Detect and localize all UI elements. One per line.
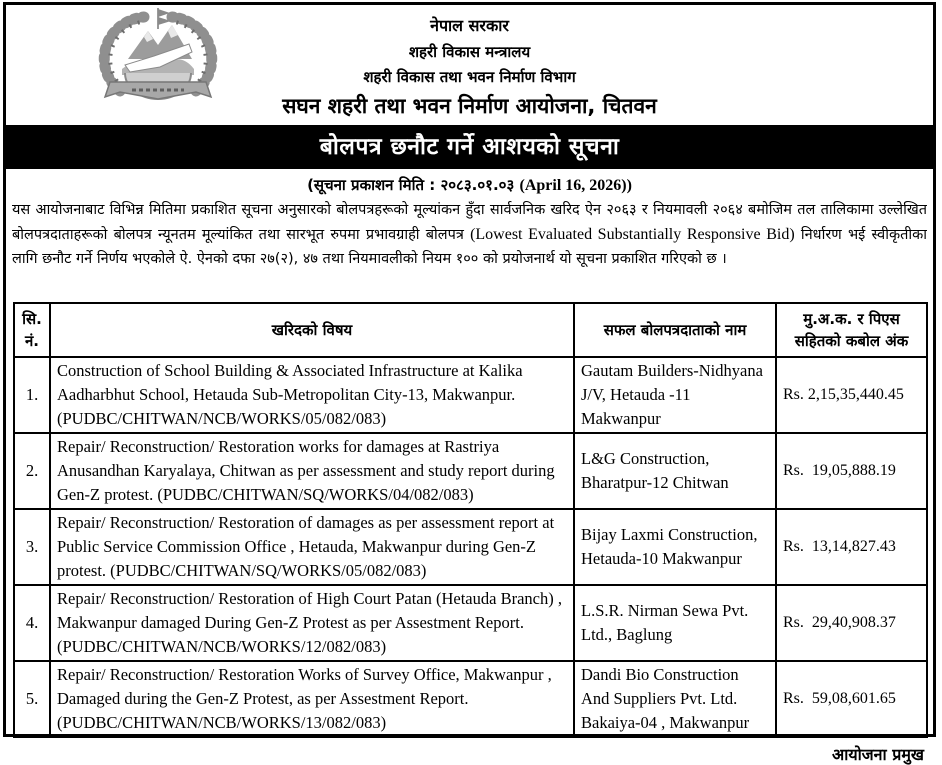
row-bidder: Bijay Laxmi Construction, Hetauda-10 Makwanpur [574,509,776,585]
publication-date-english: (April 16, 2026)) [519,177,632,194]
col-header-subject: खरिदको विषय [50,303,574,357]
body-text-part2: निर्धारण भई स्वीकृतीका लागि छनौट गर्ने निर्णय भएकोले ऐ. ऐनको दफा २७(२), ४७ तथा नियमावलीको नियम १०० को प्रयोजनार्थ यो सूचना प्रकाशित गरिएको छ । [12,226,927,267]
row-bidder: Dandi Bio Construction And Suppliers Pvt. Ltd. Bakaiya-04 , Makwanpur [574,661,776,737]
table-row [14,509,927,585]
publication-date-nepali: (सूचना प्रकाशन मिति : २०८३.०१.०३ [307,176,520,194]
body-text-english: (Lowest Evaluated Substantially Responsive Bid) [470,225,795,243]
signature-title: आयोजना प्रमुख [831,745,924,764]
ministry-name: शहरी विकास मन्त्रालय [408,43,531,61]
row-subject: Construction of School Building & Associated Infrastructure at Kalika Aadharbhut School, Hetauda Sub-Metropolitan City-13, Makwanpur. (PUDBC/CHITWAN/NCB/WORKS/05/082/083) [50,357,574,433]
row-amount: Rs. 29,40,908.37 [776,585,927,661]
row-bidder: Gautam Builders-Nidhyana J/V, Hetauda -11 Makwanpur [574,357,776,433]
department-name: शहरी विकास तथा भवन निर्माण विभाग [363,68,576,86]
nepal-coat-of-arms-icon [92,5,224,105]
table-row [14,661,927,737]
table-row [14,585,927,661]
notice-body-paragraph [12,198,927,298]
row-amount: Rs. 13,14,827.43 [776,509,927,585]
government-name: नेपाल सरकार [430,16,509,35]
col-header-amount: मु.अ.क. र पिएस सहितको कबोल अंक [776,303,927,357]
document-header [6,5,933,120]
body-text-part1: यस आयोजनाबाट विभिन्न मितिमा प्रकाशित सूचना अनुसारको बोलपत्रहरूको मूल्यांकन हुँदा सार्वजनिक खरिद ऐन २०६३ र नियमावली २०६४ बमोजिम तल तालिकामा उल्लेखित बोलपत्रदाताहरूको बोलपत्र न्यूनतम मूल्यांकित तथा सारभूत रुपमा प्रभावग्राही बोलपत्र [12,202,927,243]
bid-selection-table [13,302,928,738]
row-amount: Rs. 59,08,601.65 [776,661,927,737]
row-sn: 4. [14,585,50,661]
row-sn: 1. [14,357,50,433]
table-row [14,357,927,433]
publication-date-line [6,175,933,195]
row-subject: Repair/ Reconstruction/ Restoration of damages as per assessment report at Public Service Commission Office , Hetauda, Makwanpur during Gen-Z protest. (PUDBC/CHITWAN/SQ/WORKS/05/082/083) [50,509,574,585]
col-header-bidder: सफल बोलपत्रदाताको नाम [574,303,776,357]
row-amount: Rs. 2,15,35,440.45 [776,357,927,433]
table-row [14,433,927,509]
notice-title-banner: बोलपत्र छनौट गर्ने आशयको सूचना [6,125,933,169]
row-bidder: L.S.R. Nirman Sewa Pvt. Ltd., Baglung [574,585,776,661]
row-subject: Repair/ Reconstruction/ Restoration works for damages at Rastriya Anusandhan Karyalaya, Chitwan as per assessment and study report during Gen-Z protest. (PUDBC/CHITWAN/SQ/WORKS/04/082/083) [50,433,574,509]
col-header-sn: सि. नं. [14,303,50,357]
row-subject: Repair/ Reconstruction/ Restoration of High Court Patan (Hetauda Branch) , Makwanpur damaged During Gen-Z Protest as per Assestment Report. (PUDBC/CHITWAN/NCB/WORKS/12/082/083) [50,585,574,661]
row-amount: Rs. 19,05,888.19 [776,433,927,509]
notice-document [3,2,936,764]
table-header-row [14,303,927,357]
row-sn: 5. [14,661,50,737]
row-sn: 3. [14,509,50,585]
row-bidder: L&G Construction, Bharatpur-12 Chitwan [574,433,776,509]
row-sn: 2. [14,433,50,509]
row-subject: Repair/ Reconstruction/ Restoration Works of Survey Office, Makwanpur , Damaged during the Gen-Z Protest, as per Assestment Report. (PUDBC/CHITWAN/NCB/WORKS/13/082/083) [50,661,574,737]
project-office-name: सघन शहरी तथा भवन निर्माण आयोजना, चितवन [282,94,657,118]
